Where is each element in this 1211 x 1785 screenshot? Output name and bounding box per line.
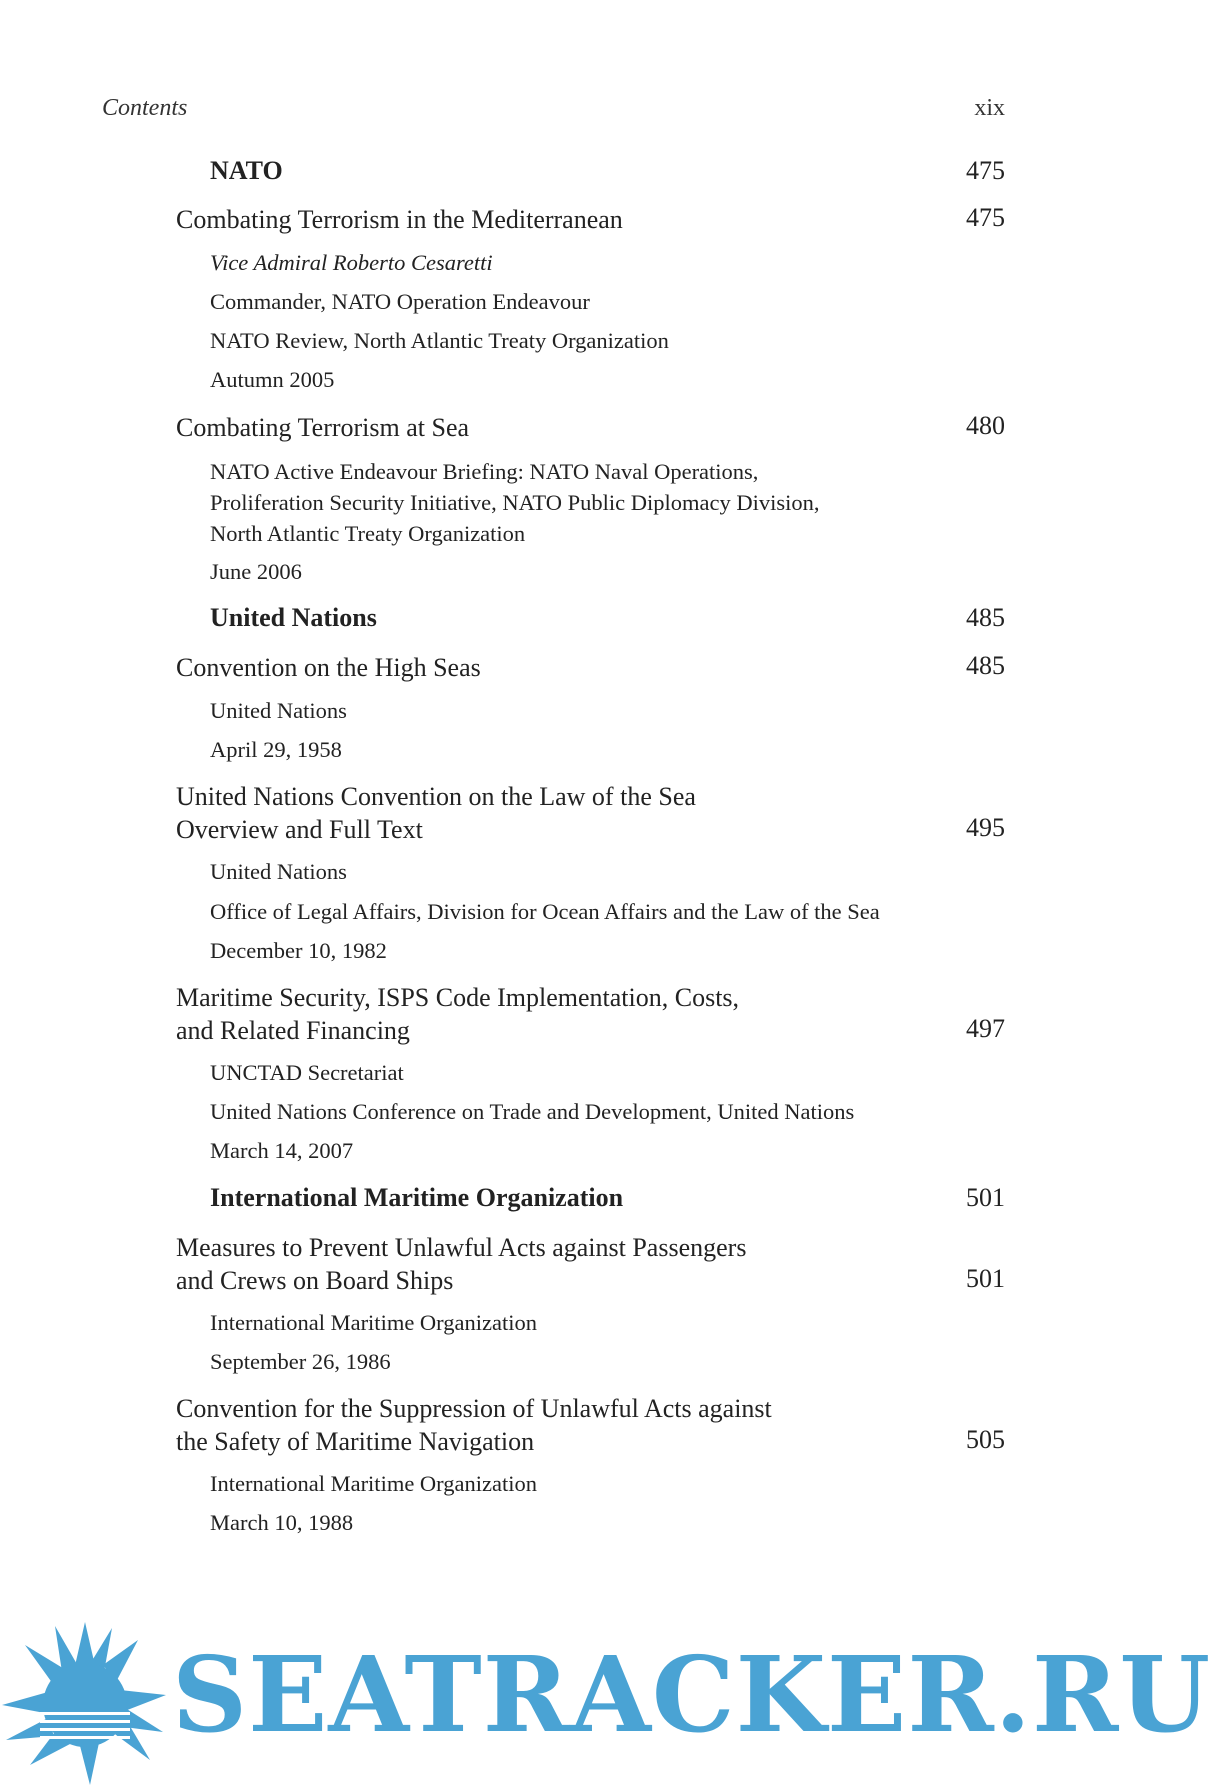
entry-detail: Commander, NATO Operation Endeavour	[210, 289, 590, 314]
entry-date: March 14, 2007	[210, 1138, 354, 1163]
entry-detail: International Maritime Organization	[210, 1471, 537, 1496]
section-heading-nato: NATO	[210, 156, 283, 185]
entry-detail: NATO Review, North Atlantic Treaty Organization	[210, 328, 669, 353]
running-head-title: Contents	[102, 95, 188, 121]
entry-page: 495	[966, 813, 1005, 842]
entry-title: United Nations Convention on the Law of the Sea	[176, 782, 696, 811]
entry-title-cont: and Related Financing	[176, 1016, 410, 1045]
entry-title: Convention on the High Seas	[176, 653, 481, 682]
entry-detail: United Nations	[210, 859, 347, 884]
entry-title: Combating Terrorism in the Mediterranean	[176, 205, 623, 234]
entry-page: 497	[966, 1014, 1005, 1043]
entry-title: Maritime Security, ISPS Code Implementation, Costs,	[176, 983, 740, 1012]
entry-title-cont: the Safety of Maritime Navigation	[176, 1427, 535, 1456]
entry-page: 480	[966, 411, 1005, 440]
entry-page: 505	[966, 1425, 1005, 1454]
entry-date: March 10, 1988	[210, 1510, 354, 1535]
entry-detail: United Nations Conference on Trade and Development, United Nations	[210, 1099, 855, 1124]
entry-date: June 2006	[210, 559, 302, 584]
entry-source-line: NATO Active Endeavour Briefing: NATO Naval Operations,	[210, 459, 759, 484]
entry-source-line: Proliferation Security Initiative, NATO Public Diplomacy Division,	[210, 490, 820, 515]
entry-date: Autumn 2005	[210, 367, 335, 392]
entry-detail: International Maritime Organization	[210, 1310, 537, 1335]
entry-author: Vice Admiral Roberto Cesaretti	[210, 250, 493, 275]
entry-page: 475	[966, 203, 1005, 232]
entry-title: Combating Terrorism at Sea	[176, 413, 470, 442]
entry-date: September 26, 1986	[210, 1349, 391, 1374]
entry-detail: Office of Legal Affairs, Division for Ocean Affairs and the Law of the Sea	[210, 899, 880, 924]
entry-source-line: North Atlantic Treaty Organization	[210, 521, 526, 546]
section-page-united-nations: 485	[966, 603, 1005, 632]
entry-title-cont: Overview and Full Text	[176, 815, 423, 844]
sun-icon	[0, 1620, 170, 1785]
entry-date: December 10, 1982	[210, 938, 387, 963]
entry-detail: UNCTAD Secretariat	[210, 1060, 404, 1085]
section-page-nato: 475	[966, 156, 1005, 185]
section-page-imo: 501	[966, 1183, 1005, 1212]
section-heading-imo: International Maritime Organization	[210, 1183, 624, 1212]
entry-page: 501	[966, 1264, 1005, 1293]
running-head-page-number: xix	[974, 95, 1005, 121]
entry-title: Measures to Prevent Unlawful Acts against Passengers	[176, 1233, 747, 1262]
watermark-text: SEATRACKER.RU	[172, 1633, 1211, 1756]
entry-title-cont: and Crews on Board Ships	[176, 1266, 454, 1295]
entry-date: April 29, 1958	[210, 737, 342, 762]
entry-title: Convention for the Suppression of Unlawful Acts against	[176, 1394, 772, 1423]
entry-detail: United Nations	[210, 698, 347, 723]
section-heading-united-nations: United Nations	[210, 603, 377, 632]
entry-page: 485	[966, 651, 1005, 680]
